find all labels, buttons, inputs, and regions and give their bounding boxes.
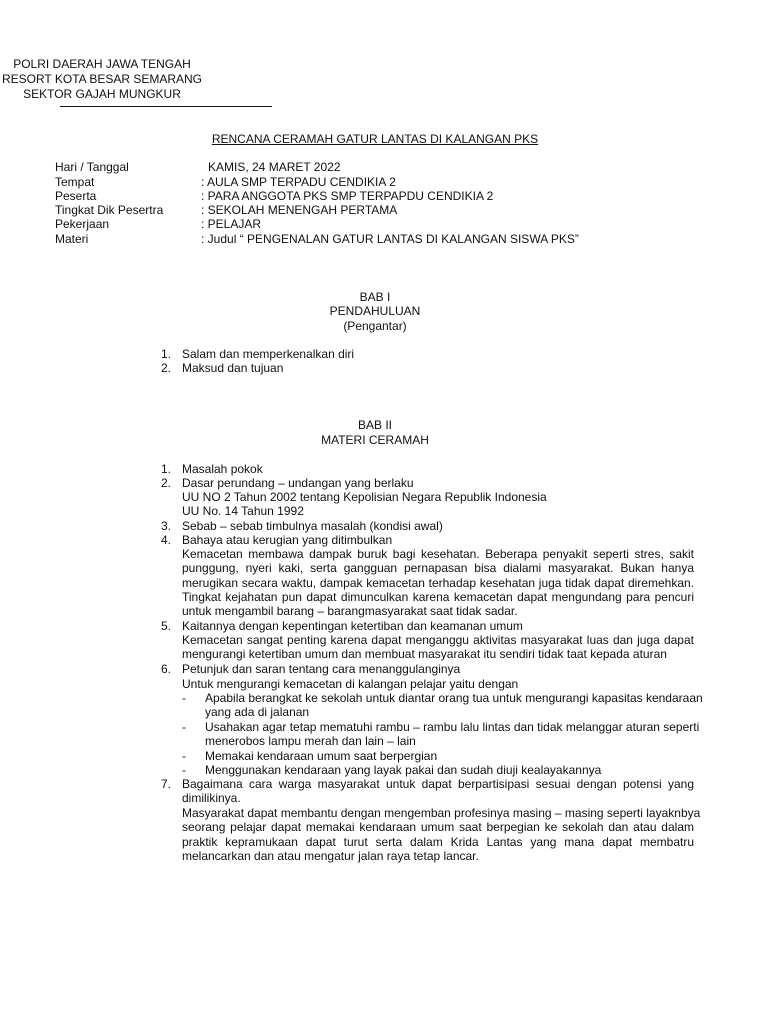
meta-value: : AULA SMP TERPADU CENDIKIA 2	[201, 175, 396, 189]
meta-label: Tempat	[55, 175, 95, 189]
bullet-item	[205, 691, 703, 720]
bab1-heading: BAB I	[359, 290, 391, 304]
list-item: Maksud dan tujuan	[182, 361, 284, 375]
paragraph-line: punggung, nyeri kaki, serta gangguan pernapasan bisa dialami masyarakat. Bukan hanya	[182, 561, 694, 576]
meta-value: : SEKOLAH MENENGAH PERTAMA	[201, 203, 398, 217]
meta-label: Peserta	[55, 189, 97, 203]
meta-label: Hari / Tanggal	[55, 160, 129, 174]
letterhead-divider	[60, 106, 272, 107]
list-item: Petunjuk dan saran tentang cara menanggulanginya	[182, 662, 461, 676]
list-number: 3.	[160, 519, 171, 533]
org-name-line2: RESORT KOTA BESAR SEMARANG	[1, 72, 203, 86]
paragraph-line: Kemacetan membawa dampak buruk bagi kesehatan. Beberapa penyakit seperti stres, sakit	[182, 547, 694, 561]
bullet-dash: -	[182, 720, 186, 734]
bab1-subtitle: (Pengantar)	[343, 319, 407, 333]
bullet-dash: -	[182, 763, 186, 777]
bullet-item	[205, 720, 700, 749]
paragraph	[182, 806, 701, 863]
bullet-line: Apabila berangkat ke sekolah untuk diantar orang tua untuk mengurangi kapasitas kendaraan	[205, 691, 703, 705]
list-number: 5.	[160, 619, 171, 633]
meta-value: KAMIS, 24 MARET 2022	[208, 160, 341, 174]
paragraph-line: Bagaimana cara warga masyarakat untuk dapat berpartisipasi sesuai dengan potensi yang	[182, 777, 694, 791]
paragraph-line: melancarkan dan atau mengatur jalan raya tetap lancar.	[182, 848, 479, 863]
meta-value: : Judul “ PENGENALAN GATUR LANTAS DI KALANGAN SISWA PKS”	[201, 232, 579, 246]
list-item: Salam dan memperkenalkan diri	[182, 347, 355, 361]
paragraph-line: mengurangi ketertiban umum dan membuat masyarakat itu sendiri tidak taat kepada aturan	[182, 647, 667, 662]
paragraph-line: praktik kepramukaan dapat turut serta dalam Krida Lantas yang mana dapat membatru	[182, 834, 694, 849]
bullet-dash: -	[182, 691, 186, 705]
bullet-line: Usahakan agar tetap mematuhi rambu – rambu lalu lintas dan tidak melanggar aturan seperti	[205, 720, 700, 734]
meta-label: Tingkat Dik Pesertra	[55, 203, 164, 217]
org-name-line3: SEKTOR GAJAH MUNGKUR	[23, 87, 181, 101]
list-item: Kaitannya dengan kepentingan ketertiban dan keamanan umum	[182, 619, 523, 633]
paragraph-line: untuk mengambil barang – barangmasyarakat saat tidak sadar.	[182, 604, 518, 619]
legal-basis-line: UU NO 2 Tahun 2002 tentang Kepolisian Negara Republik Indonesia	[182, 490, 547, 504]
list-number: 6.	[160, 662, 171, 676]
paragraph-line: Masyarakat dapat membantu dengan mengemban profesinya masing – masing seperti layaknbya	[182, 806, 701, 820]
bullet-line: menerobos lampu merah dan lain – lain	[205, 734, 416, 749]
paragraph	[182, 547, 694, 618]
meta-label: Pekerjaan	[55, 217, 110, 231]
paragraph-line: Kemacetan sangat penting karena dapat menganggu aktivitas masyarakat luas dan juga dapat	[182, 633, 694, 647]
list-item: Dasar perundang – undangan yang berlaku	[182, 476, 414, 490]
bab2-title: MATERI CERAMAH	[321, 433, 429, 447]
list-number: 4.	[160, 533, 171, 547]
bullet-line: yang ada di jalanan	[205, 705, 310, 720]
meta-label: Materi	[55, 232, 89, 246]
list-item	[182, 777, 694, 806]
paragraph-intro: Untuk mengurangi kemacetan di kalangan pelajar yaitu dengan	[182, 677, 519, 691]
list-number: 2.	[160, 361, 171, 375]
list-number: 7.	[160, 777, 171, 791]
meta-value: : PELAJAR	[201, 217, 262, 231]
paragraph-line: merugikan secara waktu, dampak kemacetan terhadap kesehatan juga tidak dapat diremehkan.	[182, 575, 694, 590]
paragraph	[182, 633, 694, 662]
list-item: Bahaya atau kerugian yang ditimbulkan	[182, 533, 393, 547]
bullet-line: Memakai kendaraan umum saat berpergian	[205, 749, 438, 763]
bullet-dash: -	[182, 749, 186, 763]
bullet-line: Menggunakan kendaraan yang layak pakai dan sudah diuji kealayakannya	[205, 763, 602, 777]
bab1-title: PENDAHULUAN	[329, 304, 421, 318]
paragraph-line: dimilikinya.	[182, 791, 241, 806]
meta-value: : PARA ANGGOTA PKS SMP TERPAPDU CENDIKIA 2	[201, 189, 494, 203]
legal-basis-line: UU No. 14 Tahun 1992	[182, 504, 304, 518]
list-item: Sebab – sebab timbulnya masalah (kondisi awal)	[182, 519, 443, 533]
list-item: Masalah pokok	[182, 462, 263, 476]
paragraph-line: Tingkat kejahatan pun dapat dimunculkan karena kemacetan dapat mengundang para pencuri	[182, 589, 694, 604]
list-number: 1.	[160, 462, 171, 476]
paragraph-line: seorang pelajar dapat memakai kendaraan umum saat berpegian ke sekolah dan atau dalam	[182, 820, 694, 835]
document-title: RENCANA CERAMAH GATUR LANTAS DI KALANGAN PKS	[211, 132, 539, 146]
bab2-heading: BAB II	[357, 418, 392, 432]
list-number: 1.	[160, 347, 171, 361]
list-number: 2.	[160, 476, 171, 490]
org-name-line1: POLRI DAERAH JAWA TENGAH	[13, 57, 191, 71]
